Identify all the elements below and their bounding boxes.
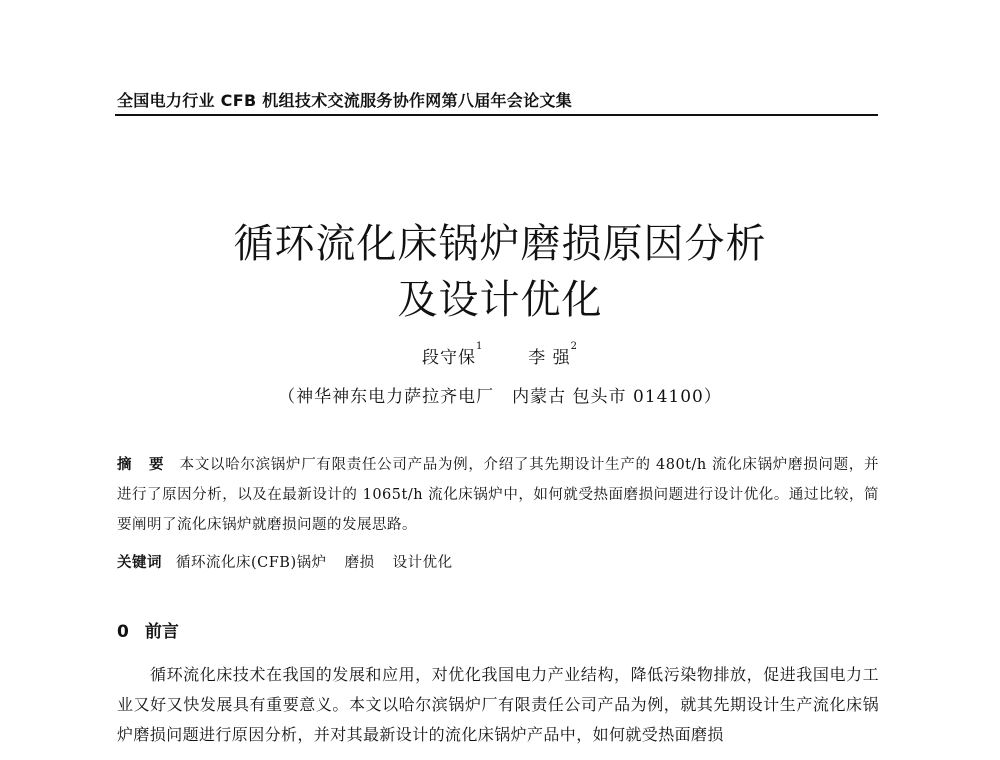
affiliation: （神华神东电力萨拉齐电厂 内蒙古 包头市 014100） — [278, 387, 722, 407]
keywords — [117, 551, 879, 572]
abstract-label: 摘 要 — [117, 456, 170, 473]
section-heading — [117, 617, 179, 642]
section-title: 前言 — [144, 622, 179, 642]
paper-title-line-2: 及设计优化 — [397, 277, 603, 323]
keyword: 磨损 — [344, 555, 375, 571]
keyword: 设计优化 — [392, 555, 453, 571]
author-name: 李 强 — [528, 348, 571, 368]
body-paragraph: 循环流化床技术在我国的发展和应用，对优化我国电力产业结构，降低污染物排放，促进我国电力工业又好又快发展具有重要意义。本文以哈尔滨锅炉厂有限责任公司产品为例，就其先期设计生产流化床锅炉磨损问题进行原因分析，并对其最新设计的流化床锅炉产品中，如何就受热面磨损 — [117, 665, 879, 744]
abstract — [117, 450, 879, 540]
author-list — [0, 343, 1000, 368]
running-header: 全国电力行业 CFB 机组技术交流服务协作网第八届年会论文集 — [117, 91, 573, 110]
paper-title-line-1: 循环流化床锅炉磨损原因分析 — [233, 221, 767, 267]
author-affiliation-mark: 1 — [476, 341, 484, 352]
keywords-label: 关键词 — [117, 555, 162, 571]
header-rule — [115, 114, 878, 116]
abstract-text: 本文以哈尔滨锅炉厂有限责任公司产品为例，介绍了其先期设计生产的 480t/h 流化床锅炉磨损问题，并进行了原因分析，以及在最新设计的 1065t/h 流化床锅炉中，如何就受热面磨损问题进行设计优化。通过比较，简要阐明了流化床锅炉就磨损问题的发展思路。 — [117, 457, 879, 533]
section-number: 0 — [117, 622, 129, 642]
author-affiliation-mark: 2 — [570, 341, 578, 352]
author-name: 段守保 — [422, 348, 477, 368]
keyword: 循环流化床(CFB)锅炉 — [176, 555, 327, 571]
